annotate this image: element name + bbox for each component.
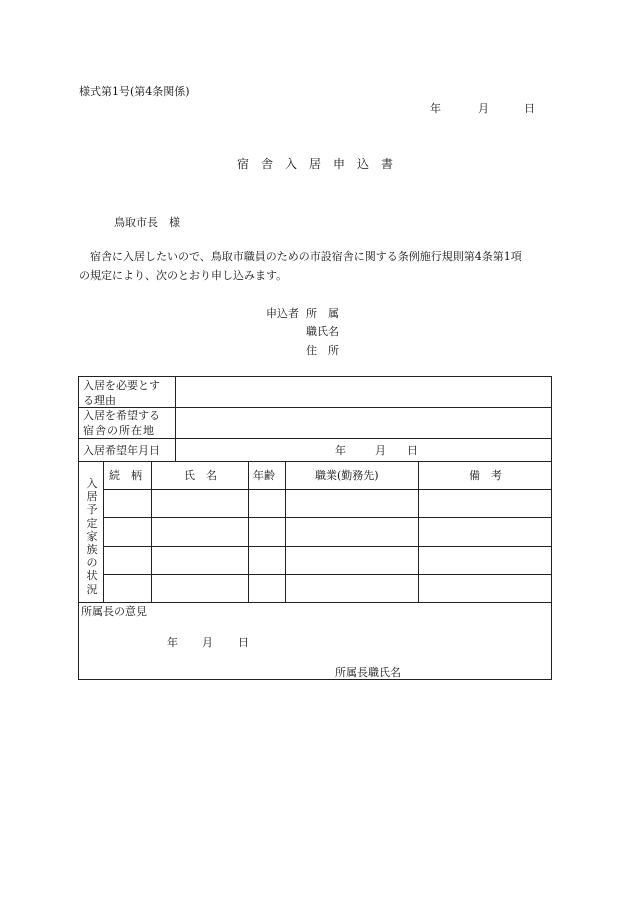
form-number: 様式第1号(第4条関係) [79,85,190,98]
reason-field[interactable] [177,377,549,406]
desired-date-day: 日 [407,444,418,457]
header-date-year: 年 [430,102,441,115]
family-status-label: 入 居 予 定 家 族 の 状 況 [86,477,98,596]
document-title: 宿 舎 入 居 申 込 書 [236,157,394,171]
desired-date-label: 入居希望年月日 [83,444,160,457]
applicant-name-label: 職氏名 [306,325,339,338]
desired-date-month: 月 [375,444,386,457]
opinion-date-day: 日 [238,636,249,649]
application-text-line2: の規定により、次のとおり申し込みます。 [79,269,288,282]
header-date-month: 月 [478,102,489,115]
family-header-remarks: 備 考 [469,469,502,482]
opinion-date-year: 年 [167,636,178,649]
family-header-age: 年齢 [253,469,275,482]
family-header-occupation: 職業(勤務先) [315,469,379,482]
applicant-address-label: 住 所 [306,344,339,357]
reason-label: 入居を必要とす る理由 [83,379,160,407]
header-date-day: 日 [524,102,535,115]
supervisor-opinion-label: 所属長の意見 [81,605,147,618]
addressee: 鳥取市長 様 [114,216,180,229]
applicant-affiliation-label: 所 属 [306,307,339,320]
location-field[interactable] [177,408,549,437]
location-label: 入居を希望する 宿舎の所在地 [83,409,160,437]
opinion-date-month: 月 [202,636,213,649]
application-text-line1: 宿舎に入居したいので、鳥取市職員のための市設宿舎に関する条例施行規則第4条第1項 [90,250,522,263]
desired-date-year: 年 [335,444,346,457]
family-header-relation: 続 柄 [109,469,142,482]
application-text [79,247,554,285]
application-table [78,376,552,680]
family-header-name: 氏 名 [184,469,217,482]
applicant-label: 申込者 [266,307,299,320]
supervisor-name-label: 所属長職氏名 [335,666,401,679]
